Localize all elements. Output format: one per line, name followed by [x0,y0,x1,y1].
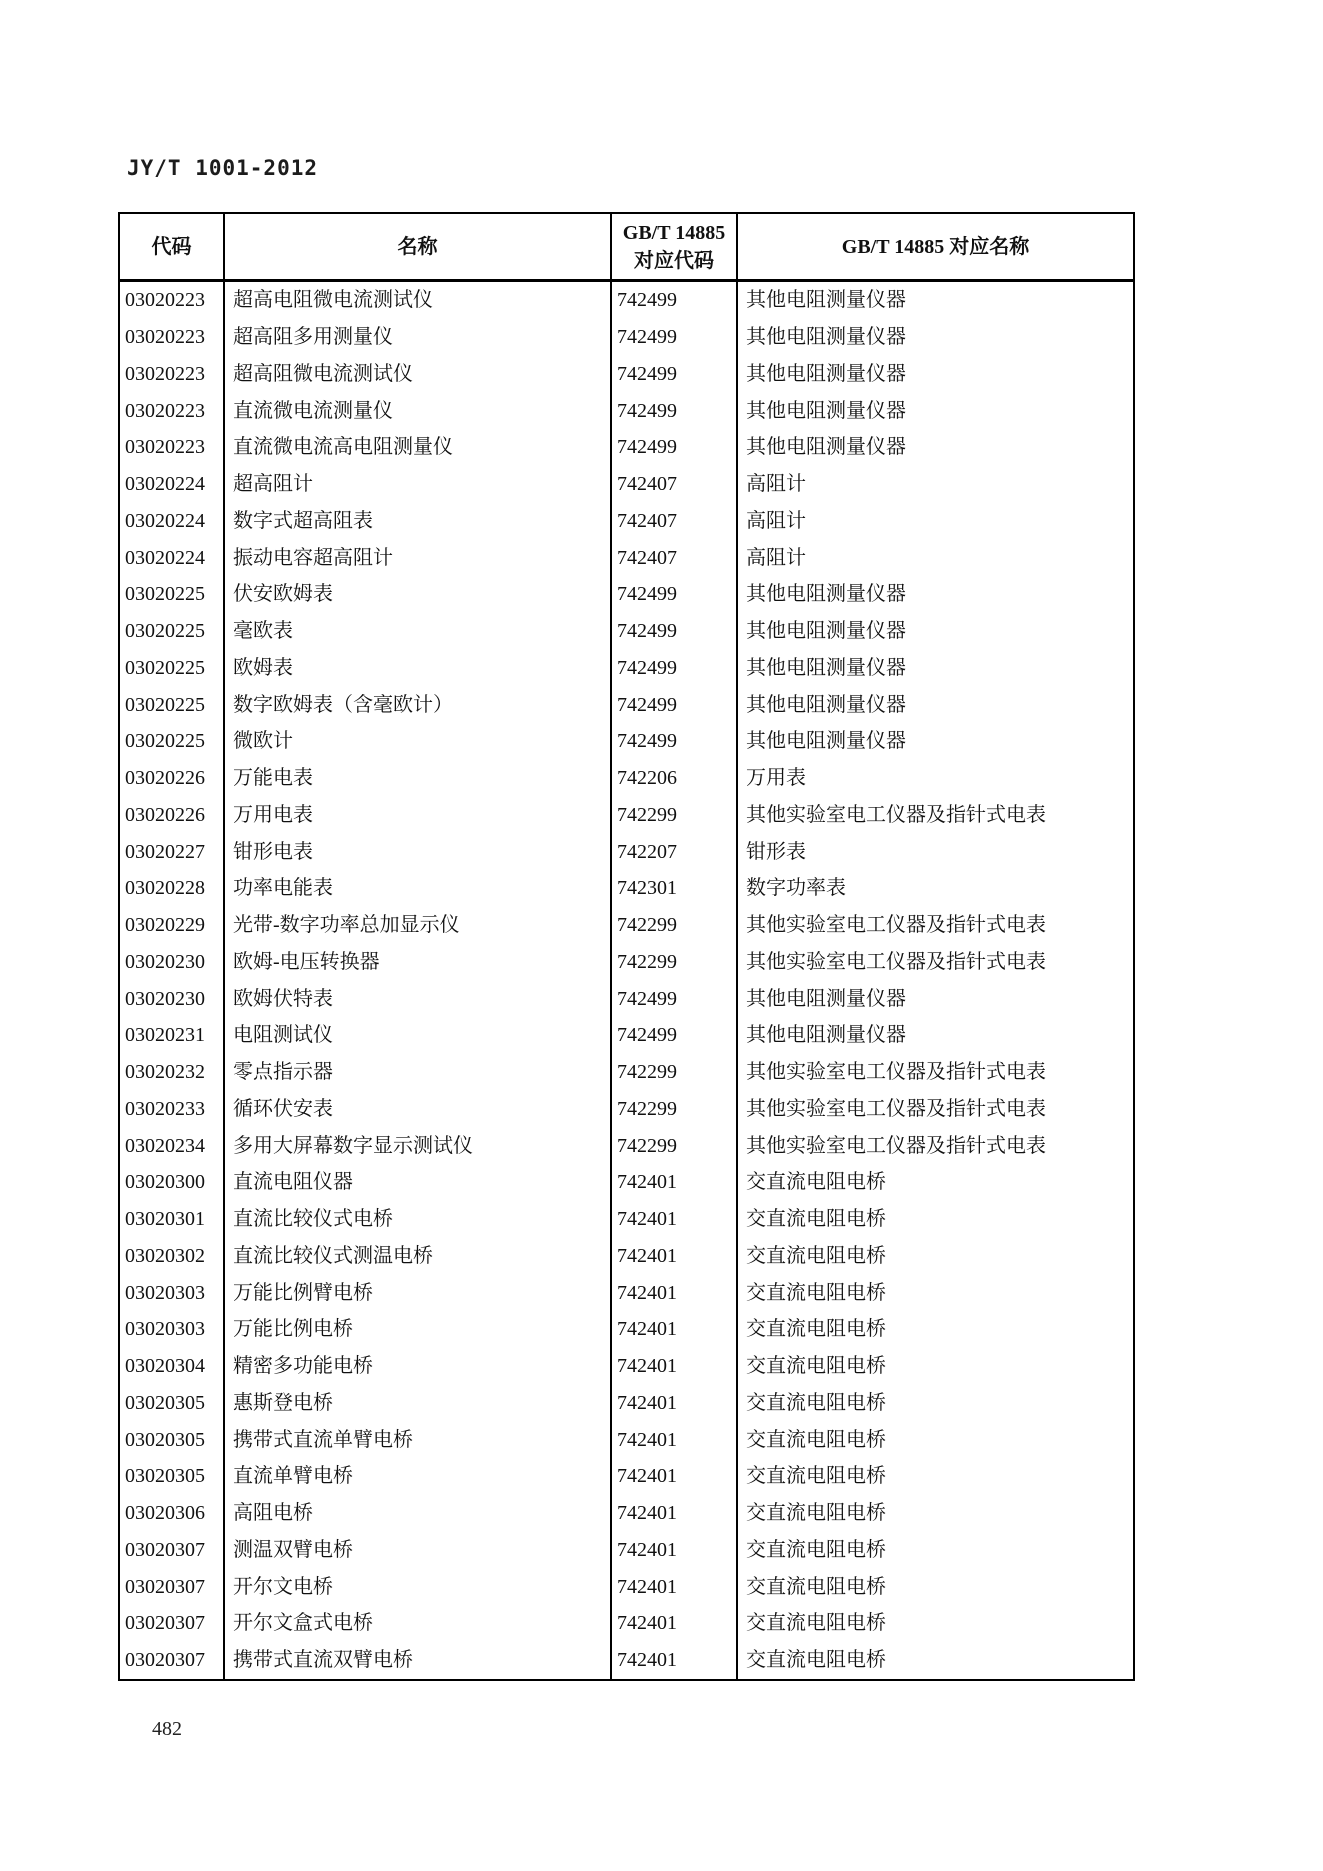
cell-code: 03020305 [120,1385,225,1422]
cell-gb-code: 742299 [612,907,738,944]
cell-gb-name: 数字功率表 [746,877,846,900]
cell-code: 03020234 [120,1127,225,1164]
cell-gb-name: 其他电阻测量仪器 [746,693,906,716]
cell-gb-name: 其他电阻测量仪器 [746,436,906,459]
cell-name: 欧姆-电压转换器 [225,944,612,981]
cell-name: 零点指示器 [225,1054,612,1091]
cell-name: 万能比例电桥 [225,1311,612,1348]
cell-gb-code: 742401 [612,1164,738,1201]
cell-code: 03020304 [120,1348,225,1385]
cell-code: 03020225 [120,650,225,687]
table-row [120,650,1133,687]
cell-gb-code: 742499 [612,980,738,1017]
cell-gb-name: 交直流电阻电桥 [746,1428,886,1451]
cell-gb-name: 交直流电阻电桥 [746,1502,886,1525]
cell-code: 03020229 [120,907,225,944]
cell-name: 振动电容超高阻计 [225,539,612,576]
cell-gb-code: 742299 [612,1054,738,1091]
cell-name: 直流微电流测量仪 [225,392,612,429]
cell-gb-name: 高阻计 [746,546,806,569]
cell-gb-name: 交直流电阻电桥 [746,1318,886,1341]
cell-code: 03020225 [120,576,225,613]
cell-gb-name: 其他实验室电工仪器及指针式电表 [746,1134,1046,1157]
cell-gb-code: 742401 [612,1568,738,1605]
cell-code: 03020306 [120,1495,225,1532]
cell-code: 03020301 [120,1201,225,1238]
cell-name: 直流电阻仪器 [225,1164,612,1201]
header-cell-code: 代码 [120,214,225,279]
cell-name: 直流微电流高电阻测量仪 [225,429,612,466]
cell-code: 03020226 [120,797,225,834]
cell-code: 03020223 [120,282,225,319]
table-row [120,356,1133,393]
cell-code: 03020223 [120,392,225,429]
table-row [120,870,1133,907]
cell-code: 03020303 [120,1311,225,1348]
table-row [120,1311,1133,1348]
cell-gb-code: 742299 [612,797,738,834]
table-row [120,1532,1133,1569]
cell-gb-name: 交直流电阻电桥 [746,1281,886,1304]
cell-code: 03020226 [120,760,225,797]
cell-gb-code: 742499 [612,650,738,687]
table-row [120,1495,1133,1532]
cell-code: 03020227 [120,833,225,870]
table-row [120,1421,1133,1458]
cell-code: 03020230 [120,944,225,981]
cell-gb-code: 742401 [612,1274,738,1311]
cell-name: 超高阻计 [225,466,612,503]
cell-gb-code: 742401 [612,1458,738,1495]
table-row [120,1017,1133,1054]
cell-code: 03020225 [120,723,225,760]
cell-code: 03020302 [120,1238,225,1275]
standard-number: JY/T 1001-2012 [127,156,319,180]
table-row [120,466,1133,503]
cell-gb-name: 其他电阻测量仪器 [746,1024,906,1047]
cell-gb-name: 交直流电阻电桥 [746,1465,886,1488]
table-row [120,613,1133,650]
cell-gb-code: 742401 [612,1238,738,1275]
cell-gb-code: 742299 [612,1127,738,1164]
cell-gb-code: 742499 [612,1017,738,1054]
cell-code: 03020300 [120,1164,225,1201]
cell-gb-code: 742299 [612,944,738,981]
cell-code: 03020224 [120,539,225,576]
cell-code: 03020228 [120,870,225,907]
cell-code: 03020307 [120,1568,225,1605]
cell-gb-name: 其他电阻测量仪器 [746,583,906,606]
cell-code: 03020232 [120,1054,225,1091]
cell-gb-name: 钳形表 [746,840,806,863]
cell-gb-name: 其他电阻测量仪器 [746,399,906,422]
cell-name: 欧姆伏特表 [225,980,612,1017]
cell-gb-code: 742401 [612,1348,738,1385]
cell-name: 超高电阻微电流测试仪 [225,282,612,319]
cell-gb-code: 742499 [612,392,738,429]
cell-name: 微欧计 [225,723,612,760]
cell-code: 03020223 [120,356,225,393]
cell-code: 03020225 [120,686,225,723]
table-row [120,944,1133,981]
cell-code: 03020303 [120,1274,225,1311]
table-row [120,1127,1133,1164]
cell-gb-name: 交直流电阻电桥 [746,1575,886,1598]
cell-gb-code: 742499 [612,429,738,466]
cell-name: 直流单臂电桥 [225,1458,612,1495]
cell-code: 03020305 [120,1421,225,1458]
cell-code: 03020223 [120,319,225,356]
header-gb-code-line2: 对应代码 [634,249,714,272]
cell-name: 毫欧表 [225,613,612,650]
cell-gb-name: 其他电阻测量仪器 [746,326,906,349]
cell-name: 电阻测试仪 [225,1017,612,1054]
cell-name: 超高阻多用测量仪 [225,319,612,356]
table-row [120,1164,1133,1201]
cell-gb-code: 742401 [612,1642,738,1679]
cell-gb-code: 742407 [612,466,738,503]
table-row [120,539,1133,576]
cell-name: 直流比较仪式测温电桥 [225,1238,612,1275]
table-body [120,282,1133,1679]
table-row [120,760,1133,797]
cell-name: 惠斯登电桥 [225,1385,612,1422]
cell-gb-code: 742499 [612,576,738,613]
cell-gb-code: 742499 [612,282,738,319]
cell-gb-name: 其他电阻测量仪器 [746,987,906,1010]
cell-name: 欧姆表 [225,650,612,687]
cell-name: 钳形电表 [225,833,612,870]
cell-gb-code: 742401 [612,1421,738,1458]
cell-gb-code: 742407 [612,539,738,576]
table-row [120,833,1133,870]
cell-code: 03020223 [120,429,225,466]
header-cell-gb-name: GB/T 14885 对应名称 [841,235,1030,258]
cell-name: 万能电表 [225,760,612,797]
table-row [120,429,1133,466]
cell-code: 03020224 [120,466,225,503]
cell-name: 高阻电桥 [225,1495,612,1532]
cell-name: 精密多功能电桥 [225,1348,612,1385]
cell-gb-name: 其他电阻测量仪器 [746,620,906,643]
cell-name: 携带式直流双臂电桥 [225,1642,612,1679]
cell-code: 03020231 [120,1017,225,1054]
cell-gb-code: 742401 [612,1605,738,1642]
table-row [120,907,1133,944]
table-row [120,282,1133,319]
cell-gb-name: 高阻计 [746,509,806,532]
cell-gb-name: 其他电阻测量仪器 [746,289,906,312]
cell-gb-name: 其他实验室电工仪器及指针式电表 [746,950,1046,973]
page-number: 482 [152,1718,182,1740]
cell-gb-name: 其他电阻测量仪器 [746,362,906,385]
cell-gb-name: 交直流电阻电桥 [746,1649,886,1672]
cell-gb-name: 交直流电阻电桥 [746,1208,886,1231]
cell-gb-name: 其他实验室电工仪器及指针式电表 [746,1097,1046,1120]
cell-code: 03020230 [120,980,225,1017]
cell-gb-name: 其他电阻测量仪器 [746,656,906,679]
cell-gb-name: 其他实验室电工仪器及指针式电表 [746,803,1046,826]
table-row [120,686,1133,723]
cell-gb-code: 742301 [612,870,738,907]
cell-name: 测温双臂电桥 [225,1532,612,1569]
cell-name: 开尔文盒式电桥 [225,1605,612,1642]
cell-gb-code: 742401 [612,1495,738,1532]
cell-gb-name: 交直流电阻电桥 [746,1171,886,1194]
table-row [120,1642,1133,1679]
cell-gb-code: 742401 [612,1532,738,1569]
cell-code: 03020233 [120,1091,225,1128]
cell-name: 万能比例臂电桥 [225,1274,612,1311]
table-row [120,319,1133,356]
table-row [120,1605,1133,1642]
cell-name: 数字欧姆表（含毫欧计） [225,686,612,723]
table-row [120,1348,1133,1385]
table-row [120,980,1133,1017]
cell-code: 03020305 [120,1458,225,1495]
header-cell-gb-code [612,214,738,279]
cell-code: 03020307 [120,1642,225,1679]
cell-gb-name: 交直流电阻电桥 [746,1612,886,1635]
cell-code: 03020307 [120,1605,225,1642]
cell-name: 超高阻微电流测试仪 [225,356,612,393]
header-gb-code-line1: GB/T 14885 [622,221,726,244]
cell-gb-name: 万用表 [746,767,806,790]
table-row [120,576,1133,613]
cell-name: 循环伏安表 [225,1091,612,1128]
cell-gb-name: 交直流电阻电桥 [746,1538,886,1561]
cell-name: 光带-数字功率总加显示仪 [225,907,612,944]
table-row [120,1238,1133,1275]
table-row [120,503,1133,540]
table-row [120,1458,1133,1495]
cell-gb-name: 其他电阻测量仪器 [746,730,906,753]
header-cell-name: 名称 [225,214,612,279]
cell-name: 伏安欧姆表 [225,576,612,613]
cell-code: 03020225 [120,613,225,650]
code-mapping-table [118,212,1135,1681]
table-row [120,1201,1133,1238]
cell-name: 多用大屏幕数字显示测试仪 [225,1127,612,1164]
cell-gb-code: 742499 [612,319,738,356]
cell-gb-name: 其他实验室电工仪器及指针式电表 [746,1061,1046,1084]
cell-gb-code: 742401 [612,1201,738,1238]
cell-gb-code: 742401 [612,1311,738,1348]
table-row [120,1274,1133,1311]
cell-name: 万用电表 [225,797,612,834]
cell-name: 直流比较仪式电桥 [225,1201,612,1238]
table-row [120,392,1133,429]
cell-gb-name: 高阻计 [746,473,806,496]
table-row [120,797,1133,834]
cell-gb-code: 742499 [612,356,738,393]
table-row [120,723,1133,760]
table-row [120,1054,1133,1091]
table-header-row [120,214,1133,282]
cell-name: 开尔文电桥 [225,1568,612,1605]
cell-gb-code: 742407 [612,503,738,540]
cell-gb-name: 交直流电阻电桥 [746,1355,886,1378]
cell-name: 数字式超高阻表 [225,503,612,540]
cell-gb-code: 742499 [612,723,738,760]
cell-name: 功率电能表 [225,870,612,907]
cell-code: 03020224 [120,503,225,540]
cell-name: 携带式直流单臂电桥 [225,1421,612,1458]
cell-gb-name: 其他实验室电工仪器及指针式电表 [746,914,1046,937]
cell-gb-code: 742499 [612,686,738,723]
table-row [120,1385,1133,1422]
cell-gb-code: 742299 [612,1091,738,1128]
table-row [120,1091,1133,1128]
cell-gb-code: 742401 [612,1385,738,1422]
table-row [120,1568,1133,1605]
cell-code: 03020307 [120,1532,225,1569]
cell-gb-code: 742206 [612,760,738,797]
cell-gb-code: 742499 [612,613,738,650]
cell-gb-code: 742207 [612,833,738,870]
cell-gb-name: 交直流电阻电桥 [746,1244,886,1267]
cell-gb-name: 交直流电阻电桥 [746,1391,886,1414]
